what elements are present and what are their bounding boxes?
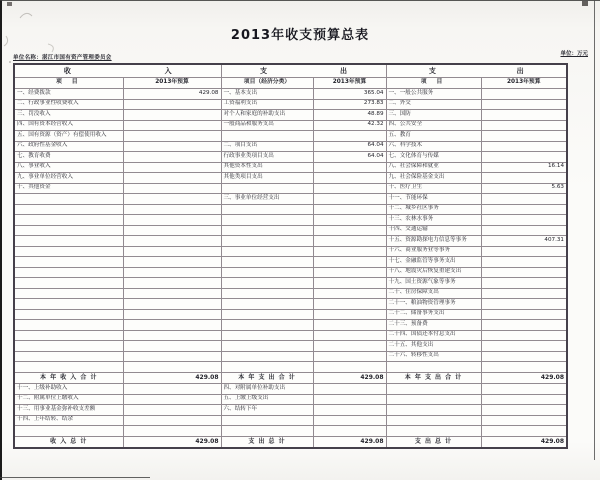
expense-econ-item-cell <box>221 278 313 289</box>
expense-econ-item-cell <box>221 341 313 352</box>
expense-econ-value-cell <box>313 351 386 362</box>
expense-econ-item-cell <box>221 320 313 331</box>
expense-func-value-cell <box>481 309 567 320</box>
income-item-cell <box>14 299 123 310</box>
expense-func-value-cell <box>481 225 567 236</box>
expense-econ-value-cell <box>313 246 386 257</box>
table-row <box>14 120 567 131</box>
expense-func-item-cell <box>386 384 481 395</box>
expense-func-item-cell: 七、文化体育与传媒 <box>386 152 481 163</box>
expense-func-item-cell <box>386 394 481 405</box>
income-item-cell: 十、其他资金 <box>14 183 123 194</box>
table-row <box>14 394 567 405</box>
table-row <box>14 309 567 320</box>
budget-table-body <box>14 89 567 449</box>
expense-func-value-cell <box>481 267 567 278</box>
income-value-cell <box>123 309 221 320</box>
expense-func-item-column-header: 项 目 <box>386 78 481 89</box>
expense-econ-section-header-char: 支 <box>260 66 267 75</box>
expense-econ-item-cell: 其他类项目支出 <box>221 173 313 184</box>
expense-econ-item-cell <box>221 267 313 278</box>
income-value-cell <box>123 152 221 163</box>
expense-func-value-cell <box>481 204 567 215</box>
budget-table-head <box>14 64 567 89</box>
expense-func-item-cell <box>386 362 481 373</box>
expense-econ-value-cell: 429.08 <box>313 436 386 448</box>
income-value-cell: 429.08 <box>123 372 221 384</box>
expense-econ-value-cell <box>313 183 386 194</box>
table-row <box>14 162 567 173</box>
income-item-cell: 九、事业单位经营收入 <box>14 173 123 184</box>
expense-func-section-header-char: 支 <box>428 66 436 75</box>
expense-func-value-cell <box>481 341 567 352</box>
income-budget-column-header: 2013年预算 <box>123 78 221 89</box>
expense-func-value-cell <box>481 194 567 205</box>
expense-econ-budget-column-header: 2013年预算 <box>313 78 386 89</box>
expense-func-item-cell: 十九、国土资源气象等事务 <box>386 278 481 289</box>
expense-econ-value-cell: 273.83 <box>313 99 386 110</box>
expense-econ-value-cell <box>313 278 386 289</box>
expense-econ-value-cell <box>313 415 386 426</box>
expense-func-value-cell <box>481 246 567 257</box>
income-value-cell <box>123 362 221 373</box>
income-item-cell <box>14 426 123 437</box>
table-row <box>14 236 567 247</box>
expense-econ-item-cell <box>221 288 313 299</box>
expense-func-item-cell: 支 出 总 计 <box>386 436 481 448</box>
total-row <box>14 436 567 448</box>
income-value-cell <box>123 215 221 226</box>
expense-econ-value-cell <box>313 173 386 184</box>
expense-func-item-cell: 二十四、国债还本付息支出 <box>386 330 481 341</box>
expense-func-value-cell <box>481 131 567 142</box>
expense-func-item-cell: 四、公共安全 <box>386 120 481 131</box>
expense-econ-section-header <box>221 64 386 78</box>
expense-econ-value-cell <box>313 394 386 405</box>
income-item-cell: 五、国有资源（资产）有偿使用收入 <box>14 131 123 142</box>
expense-econ-value-cell <box>313 267 386 278</box>
expense-func-value-cell <box>481 426 567 437</box>
table-row <box>14 173 567 184</box>
scan-edge-bottom <box>0 477 150 478</box>
expense-econ-item-cell <box>221 351 313 362</box>
income-item-cell <box>14 320 123 331</box>
expense-econ-item-cell <box>221 415 313 426</box>
expense-econ-item-cell <box>221 299 313 310</box>
expense-econ-value-cell <box>313 257 386 268</box>
expense-econ-value-cell: 64.04 <box>313 152 386 163</box>
expense-econ-item-cell: 一、基本支出 <box>221 89 313 100</box>
expense-func-value-cell <box>481 215 567 226</box>
income-item-cell <box>14 362 123 373</box>
income-value-cell <box>123 120 221 131</box>
expense-func-item-cell <box>386 415 481 426</box>
income-value-cell <box>123 204 221 215</box>
expense-econ-item-cell: 四、对附属单位补助支出 <box>221 384 313 395</box>
income-item-cell <box>14 267 123 278</box>
expense-econ-item-cell <box>221 215 313 226</box>
expense-func-item-cell: 五、教育 <box>386 131 481 142</box>
expense-func-value-cell <box>481 89 567 100</box>
expense-econ-value-cell <box>313 194 386 205</box>
expense-econ-item-cell <box>221 236 313 247</box>
expense-econ-item-cell <box>221 225 313 236</box>
income-value-cell <box>123 267 221 278</box>
income-item-cell: 十二、附属单位上缴收入 <box>14 394 123 405</box>
total-row <box>14 372 567 384</box>
table-row <box>14 204 567 215</box>
scan-speck-top-right <box>582 1 588 6</box>
table-row <box>14 351 567 362</box>
expense-econ-value-cell <box>313 225 386 236</box>
expense-func-item-cell: 二十三、预备费 <box>386 320 481 331</box>
expense-econ-value-cell <box>313 405 386 416</box>
income-item-cell: 三、罚没收入 <box>14 110 123 121</box>
expense-func-item-cell: 八、社会保障和就业 <box>386 162 481 173</box>
income-item-cell: 八、事业收入 <box>14 162 123 173</box>
expense-econ-item-cell <box>221 330 313 341</box>
table-row <box>14 278 567 289</box>
expense-econ-item-cell <box>221 131 313 142</box>
expense-func-section-header-char: 出 <box>516 66 524 75</box>
expense-func-item-cell: 十七、金融监管等事务支出 <box>386 257 481 268</box>
expense-func-value-cell <box>481 257 567 268</box>
expense-econ-value-cell <box>313 288 386 299</box>
table-row <box>14 131 567 142</box>
income-value-cell <box>123 225 221 236</box>
table-row <box>14 299 567 310</box>
expense-econ-value-cell <box>313 330 386 341</box>
expense-func-item-cell: 二十、住房保障支出 <box>386 288 481 299</box>
expense-econ-value-cell <box>313 204 386 215</box>
table-row <box>14 341 567 352</box>
expense-func-item-cell: 十五、资源勘探电力信息等事务 <box>386 236 481 247</box>
income-value-cell <box>123 141 221 152</box>
expense-func-value-cell <box>481 152 567 163</box>
income-value-cell <box>123 351 221 362</box>
expense-econ-value-cell <box>313 362 386 373</box>
expense-econ-value-cell <box>313 215 386 226</box>
income-item-cell: 十一、上级补助收入 <box>14 384 123 395</box>
expense-func-value-cell <box>481 394 567 405</box>
table-row <box>14 215 567 226</box>
expense-econ-value-cell <box>313 236 386 247</box>
income-value-cell <box>123 320 221 331</box>
expense-econ-item-cell <box>221 362 313 373</box>
income-item-cell <box>14 288 123 299</box>
expense-econ-value-cell <box>313 384 386 395</box>
income-value-cell <box>123 415 221 426</box>
expense-func-budget-column-header: 2013年预算 <box>481 78 567 89</box>
income-item-cell: 本 年 收 入 合 计 <box>14 372 123 384</box>
table-row <box>14 362 567 373</box>
budget-table <box>13 63 568 449</box>
expense-econ-value-cell: 64.04 <box>313 141 386 152</box>
income-item-cell <box>14 351 123 362</box>
expense-econ-item-cell: 对个人和家庭的补助支出 <box>221 110 313 121</box>
expense-func-value-cell <box>481 110 567 121</box>
unit-of-measure-label: 单位：万元 <box>560 51 588 57</box>
table-row <box>14 320 567 331</box>
income-item-cell: 六、政府性基金收入 <box>14 141 123 152</box>
expense-func-section-header <box>386 64 567 78</box>
expense-func-item-cell: 一、一般公共服务 <box>386 89 481 100</box>
income-value-cell <box>123 394 221 405</box>
income-value-cell <box>123 426 221 437</box>
expense-func-item-cell: 十、医疗卫生 <box>386 183 481 194</box>
expense-func-item-cell: 二十五、其他支出 <box>386 341 481 352</box>
income-section-header <box>14 64 221 78</box>
expense-func-value-cell <box>481 173 567 184</box>
expense-econ-value-cell <box>313 341 386 352</box>
expense-econ-section-header-char: 出 <box>340 66 347 75</box>
table-row <box>14 194 567 205</box>
expense-func-value-cell: 407.31 <box>481 236 567 247</box>
expense-func-item-cell: 十三、农林水事务 <box>386 215 481 226</box>
expense-econ-value-cell: 429.08 <box>313 372 386 384</box>
table-row <box>14 288 567 299</box>
expense-econ-value-cell <box>313 320 386 331</box>
table-row <box>14 426 567 437</box>
income-section-header-char: 收 <box>63 66 71 75</box>
income-item-cell: 二、行政事业性收费收入 <box>14 99 123 110</box>
income-value-cell: 429.08 <box>123 436 221 448</box>
page-title: 2013年收支预算总表 <box>230 28 370 43</box>
table-row <box>14 89 567 100</box>
income-value-cell <box>123 278 221 289</box>
expense-func-item-cell: 十一、节能环保 <box>386 194 481 205</box>
income-item-cell <box>14 215 123 226</box>
expense-econ-item-cell: 六、结转下年 <box>221 405 313 416</box>
income-item-cell <box>14 204 123 215</box>
expense-func-item-cell: 二十六、转移性支出 <box>386 351 481 362</box>
expense-func-value-cell <box>481 278 567 289</box>
expense-econ-item-cell: 其他资本性支出 <box>221 162 313 173</box>
scan-edge-top <box>0 0 600 1</box>
expense-func-item-cell: 二、外交 <box>386 99 481 110</box>
expense-econ-item-cell: 三、事业单位经营支出 <box>221 194 313 205</box>
income-value-cell <box>123 246 221 257</box>
expense-func-value-cell <box>481 141 567 152</box>
expense-econ-item-cell <box>221 246 313 257</box>
table-row <box>14 405 567 416</box>
expense-func-value-cell <box>481 405 567 416</box>
income-value-cell <box>123 288 221 299</box>
expense-func-value-cell: 16.14 <box>481 162 567 173</box>
expense-func-value-cell <box>481 362 567 373</box>
expense-econ-item-cell: 一般商品和服务支出 <box>221 120 313 131</box>
expense-func-value-cell <box>481 288 567 299</box>
expense-econ-item-column-header: 项目（经济分类） <box>221 78 313 89</box>
expense-func-item-cell: 十四、交通运输 <box>386 225 481 236</box>
income-item-cell <box>14 330 123 341</box>
expense-econ-item-cell: 行政事业类项目支出 <box>221 152 313 163</box>
table-row <box>14 415 567 426</box>
expense-func-value-cell <box>481 384 567 395</box>
table-row <box>14 267 567 278</box>
expense-func-value-cell <box>481 415 567 426</box>
income-value-cell: 429.08 <box>123 89 221 100</box>
expense-func-value-cell <box>481 320 567 331</box>
income-item-cell: 四、国有资本经营收入 <box>14 120 123 131</box>
income-item-cell: 七、教育收费 <box>14 152 123 163</box>
income-value-cell <box>123 236 221 247</box>
expense-econ-item-cell <box>221 257 313 268</box>
income-item-cell <box>14 194 123 205</box>
expense-func-item-cell: 本 年 支 出 合 计 <box>386 372 481 384</box>
expense-econ-item-cell <box>221 426 313 437</box>
income-item-cell <box>14 236 123 247</box>
expense-func-value-cell: 429.08 <box>481 372 567 384</box>
income-item-cell <box>14 309 123 320</box>
table-row <box>14 141 567 152</box>
table-row <box>14 384 567 395</box>
income-item-cell <box>14 225 123 236</box>
expense-func-item-cell: 十二、城乡社区事务 <box>386 204 481 215</box>
income-value-cell <box>123 173 221 184</box>
expense-func-item-cell: 十六、商业服务业等事务 <box>386 246 481 257</box>
expense-econ-value-cell <box>313 131 386 142</box>
table-row <box>14 225 567 236</box>
expense-func-item-cell <box>386 426 481 437</box>
expense-func-item-cell: 三、国防 <box>386 110 481 121</box>
income-item-cell: 十三、用事业基金弥补收支差额 <box>14 405 123 416</box>
expense-econ-item-cell <box>221 183 313 194</box>
income-item-cell <box>14 246 123 257</box>
table-row <box>14 99 567 110</box>
income-value-cell <box>123 183 221 194</box>
table-row <box>14 246 567 257</box>
income-value-cell <box>123 341 221 352</box>
income-item-cell <box>14 341 123 352</box>
expense-func-value-cell <box>481 351 567 362</box>
income-value-cell <box>123 99 221 110</box>
expense-econ-item-cell <box>221 309 313 320</box>
expense-func-value-cell <box>481 99 567 110</box>
expense-econ-value-cell <box>313 426 386 437</box>
income-value-cell <box>123 257 221 268</box>
expense-func-item-cell: 九、社会保险基金支出 <box>386 173 481 184</box>
expense-func-value-cell: 429.08 <box>481 436 567 448</box>
income-value-cell <box>123 299 221 310</box>
income-item-cell: 收 入 总 计 <box>14 436 123 448</box>
table-row <box>14 257 567 268</box>
income-value-cell <box>123 405 221 416</box>
table-row <box>14 110 567 121</box>
scan-edge-right <box>594 0 595 460</box>
expense-econ-value-cell: 365.04 <box>313 89 386 100</box>
table-row <box>14 330 567 341</box>
unit-name-label: 单位名称：湛江市国有资产管理委员会 <box>13 55 112 61</box>
expense-func-value-cell: 5.63 <box>481 183 567 194</box>
table-row <box>14 152 567 163</box>
expense-econ-item-cell: 支 出 总 计 <box>221 436 313 448</box>
expense-func-item-cell <box>386 405 481 416</box>
expense-econ-item-cell: 工资福利支出 <box>221 99 313 110</box>
income-value-cell <box>123 131 221 142</box>
expense-econ-value-cell <box>313 162 386 173</box>
expense-econ-item-cell: 五、上缴上级支出 <box>221 394 313 405</box>
expense-func-value-cell <box>481 120 567 131</box>
expense-econ-value-cell: 42.32 <box>313 120 386 131</box>
expense-func-value-cell <box>481 330 567 341</box>
expense-func-item-cell: 六、科学技术 <box>386 141 481 152</box>
income-section-header-char: 入 <box>164 66 172 75</box>
income-item-cell <box>14 257 123 268</box>
expense-econ-item-cell: 本 年 支 出 合 计 <box>221 372 313 384</box>
expense-econ-item-cell: 二、项目支出 <box>221 141 313 152</box>
income-item-cell: 十四、上年结转、结余 <box>14 415 123 426</box>
expense-func-value-cell <box>481 299 567 310</box>
expense-econ-value-cell <box>313 309 386 320</box>
income-item-cell: 一、经费拨款 <box>14 89 123 100</box>
income-value-cell <box>123 330 221 341</box>
expense-func-item-cell: 十八、地震灾后恢复重建支出 <box>386 267 481 278</box>
expense-econ-value-cell: 48.89 <box>313 110 386 121</box>
expense-func-item-cell: 二十一、粮油物资管理事务 <box>386 299 481 310</box>
expense-econ-value-cell <box>313 299 386 310</box>
income-item-column-header: 项 目 <box>14 78 123 89</box>
income-value-cell <box>123 384 221 395</box>
expense-econ-item-cell <box>221 204 313 215</box>
income-value-cell <box>123 162 221 173</box>
income-value-cell <box>123 110 221 121</box>
income-value-cell <box>123 194 221 205</box>
income-item-cell <box>14 278 123 289</box>
expense-func-item-cell: 二十二、储备事务支出 <box>386 309 481 320</box>
table-row <box>14 183 567 194</box>
